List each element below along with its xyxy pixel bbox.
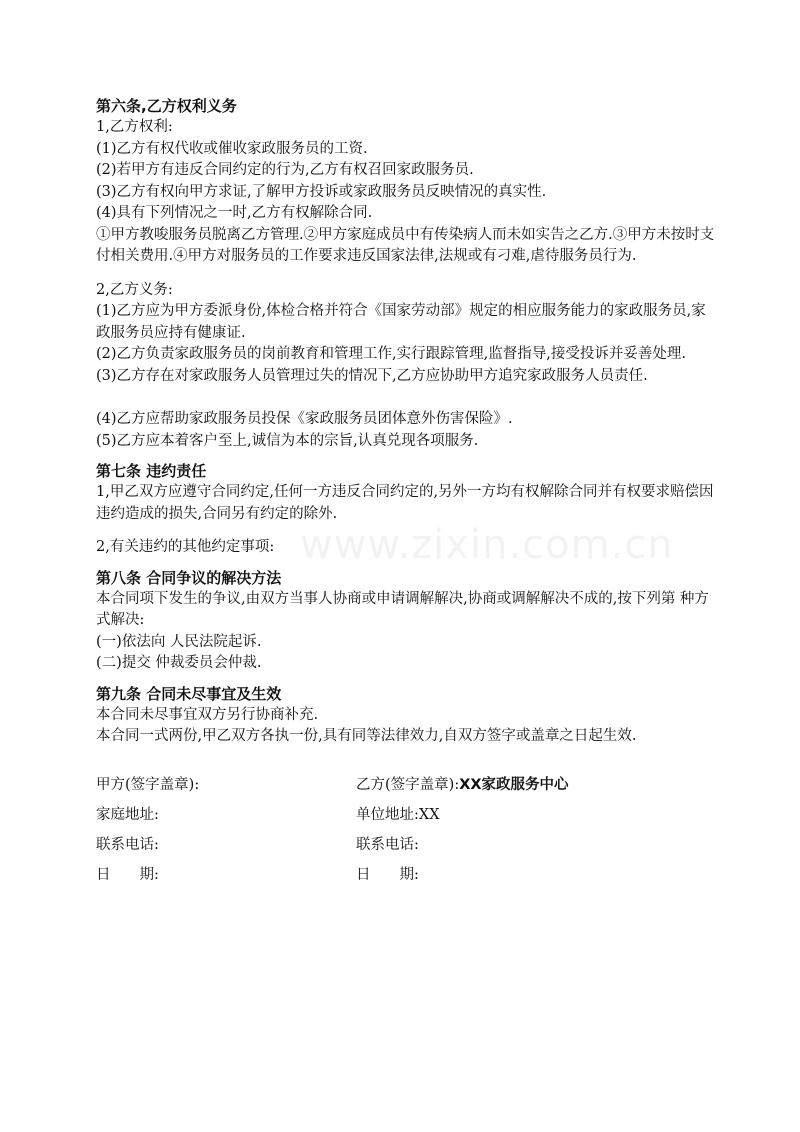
unit-address-label: 单位地址:	[356, 806, 419, 823]
phone-a-label: 联系电话:	[96, 836, 159, 853]
rights-title: 1,乙方权利:	[96, 119, 173, 135]
unit-address	[356, 800, 716, 830]
phone-b-label: 联系电话:	[356, 836, 419, 853]
article9-paragraph: 本合同一式两份,甲乙双方各执一份,具有同等法律效力,自双方签字或盖章之日起生效.	[96, 728, 637, 744]
duties-item: (1)乙方应为甲方委派身份,体检合格并符合《国家劳动部》规定的相应服务能力的家政服务员,家政服务员应持有健康证.	[96, 303, 706, 341]
duties-item: (3)乙方存在对家政服务人员管理过失的情况下,乙方应协助甲方追究家政服务人员责任.	[96, 367, 648, 384]
party-b-label: 乙方(签字盖章):	[356, 776, 460, 793]
watermark: www.zixin.com.cn	[300, 522, 674, 568]
article9-title: 第九条 合同未尽事宜及生效	[96, 684, 282, 703]
signature-row	[96, 770, 716, 800]
unit-address-value: XX	[418, 806, 440, 823]
party-a-label: 甲方(签字盖章):	[96, 776, 200, 793]
address-row	[96, 800, 716, 830]
rights-item: (4)具有下列情况之一时,乙方有权解除合同.	[96, 205, 373, 221]
rights-item: (1)乙方有权代收或催收家政服务员的工资.	[96, 140, 368, 157]
article8-title: 第八条 合同争议的解决方法	[96, 568, 282, 587]
rights-item: (3)乙方有权向甲方求证,了解甲方投诉或家政服务员反映情况的真实性.	[96, 183, 547, 200]
article9-paragraph: 本合同未尽事宜双方另行协商补充.	[96, 706, 319, 723]
duties-item: (2)乙方负责家政服务员的岗前教育和管理工作,实行跟踪管理,监督指导,接受投诉并妥善处理.	[96, 346, 686, 362]
article8-option: (一)依法向 人民法院起诉.	[96, 633, 262, 650]
party-b-value: XX家政服务中心	[459, 776, 569, 793]
duties-title: 2,乙方义务:	[96, 281, 173, 298]
date-b-label: 日 期:	[356, 866, 419, 883]
date-row	[96, 860, 716, 890]
article8-option: (二)提交 仲裁委员会仲裁.	[96, 655, 262, 671]
contract-page	[96, 95, 716, 890]
article7-paragraph: 1,甲乙双方应遵守合同约定,任何一方违反合同约定的,另外一方均有权解除合同并有权要求赔偿因违约造成的损失,合同另有约定的除外.	[96, 484, 714, 522]
party-b	[356, 770, 716, 800]
signature-block	[96, 770, 716, 890]
article8-intro: 本合同项下发生的争议,由双方当事人协商或申请调解解决,协商或调解解决不成的,按下列第 种方式解决:	[96, 590, 709, 628]
phone-row	[96, 830, 716, 860]
article6-title: 第六条,乙方权利义务	[96, 97, 237, 115]
article7-title: 第七条 违约责任	[96, 462, 207, 480]
rights-item: (2)若甲方有违反合同约定的行为,乙方有权召回家政服务员.	[96, 162, 474, 178]
duties-item: (5)乙方应本着客户至上,诚信为本的宗旨,认真兑现各项服务.	[96, 432, 479, 449]
home-address-label: 家庭地址:	[96, 806, 159, 823]
date-a-label: 日 期:	[96, 866, 159, 883]
rights-item: ①甲方教唆服务员脱离乙方管理.②甲方家庭成员中有传染病人而未如实告之乙方.③甲方未按时支付相关费用.④甲方对服务员的工作要求违反国家法律,法规或有刁难,虐待服务员行为.	[96, 226, 715, 264]
article7-paragraph: 2,有关违约的其他约定事项:	[96, 539, 275, 555]
duties-item: (4)乙方应帮助家政服务员投保《家政服务员团体意外伤害保险》.	[96, 411, 513, 427]
